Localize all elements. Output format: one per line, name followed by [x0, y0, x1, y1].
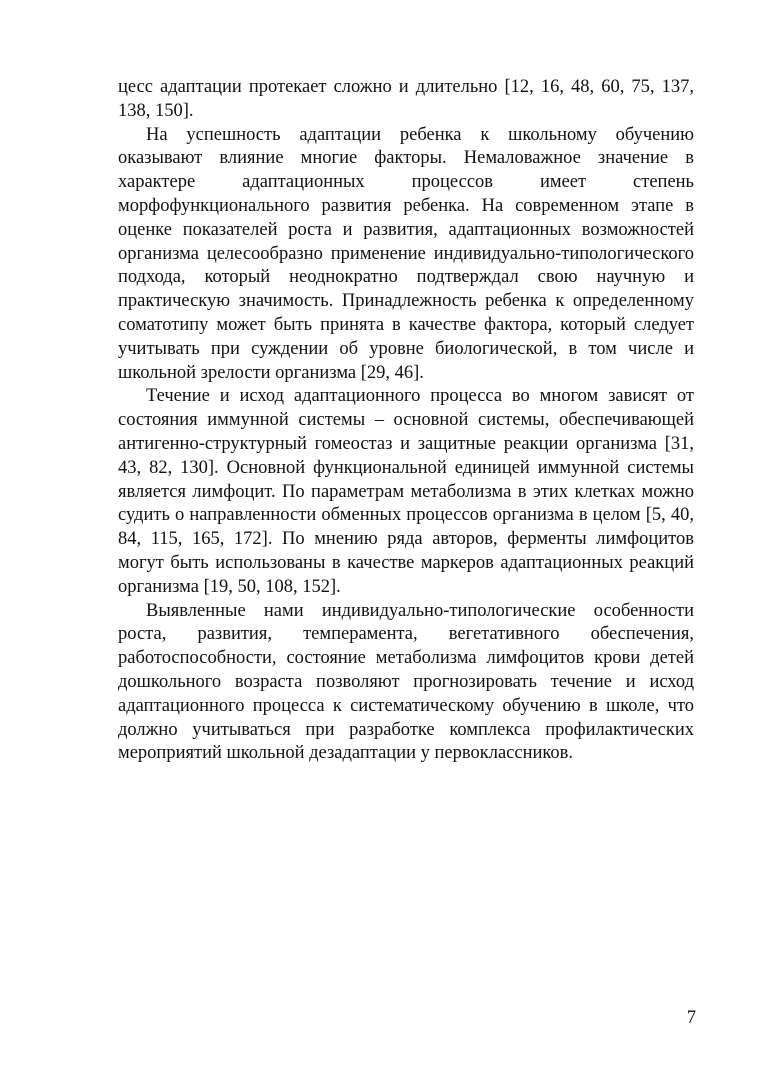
paragraph-continuation: цесс адаптации протекает сложно и длительно [12, 16, 48, 60, 75, 137, 138, 150]. — [118, 77, 694, 121]
paragraph-conclusion: Выявленные нами индивидуально-типологические особенности роста, развития, темперамента, вегетативного обеспечения, работоспособности, состояние метаболизма лимфоцитов крови детей дошкольного возраста позволяют прогнозировать течение и исход адаптационного процесса к систематическому обучению в школе, что должно учитываться при разработке комплекса профилактических мероприятий школьной дезадаптации у первоклассников. — [118, 600, 694, 764]
body-text — [118, 76, 694, 766]
page-number: 7 — [686, 1008, 696, 1028]
paragraph-adaptation-factors: На успешность адаптации ребенка к школьному обучению оказывают влияние многие факторы. Немаловажное значение в характере адаптационных процессов имеет степень морфофункционального развития ребенка. На современном этапе в оценке показателей роста и развития, адаптационных возможностей организма целесообразно применение индивидуально-типологического подхода, который неоднократно подтверждал свою научную и практическую значимость. Принадлежность ребенка к определенному соматотипу может быть принята в качестве фактора, который следует учитывать при суждении об уровне биологической, в том числе и школьной зрелости организма [29, 46]. — [118, 124, 694, 383]
paragraph-immune-system: Течение и исход адаптационного процесса во многом зависят от состояния иммунной системы – основной системы, обеспечивающей антигенно-структурный гомеостаз и защитные реакции организма [31, 43, 82, 130]. Основной функциональной единицей иммунной системы является лимфоцит. По параметрам метаболизма в этих клетках можно судить о направленности обменных процессов организма в целом [5, 40, 84, 115, 165, 172]. По мнению ряда авторов, ферменты лимфоцитов могут быть использованы в качестве маркеров адаптационных реакций организма [19, 50, 108, 152]. — [118, 386, 694, 597]
